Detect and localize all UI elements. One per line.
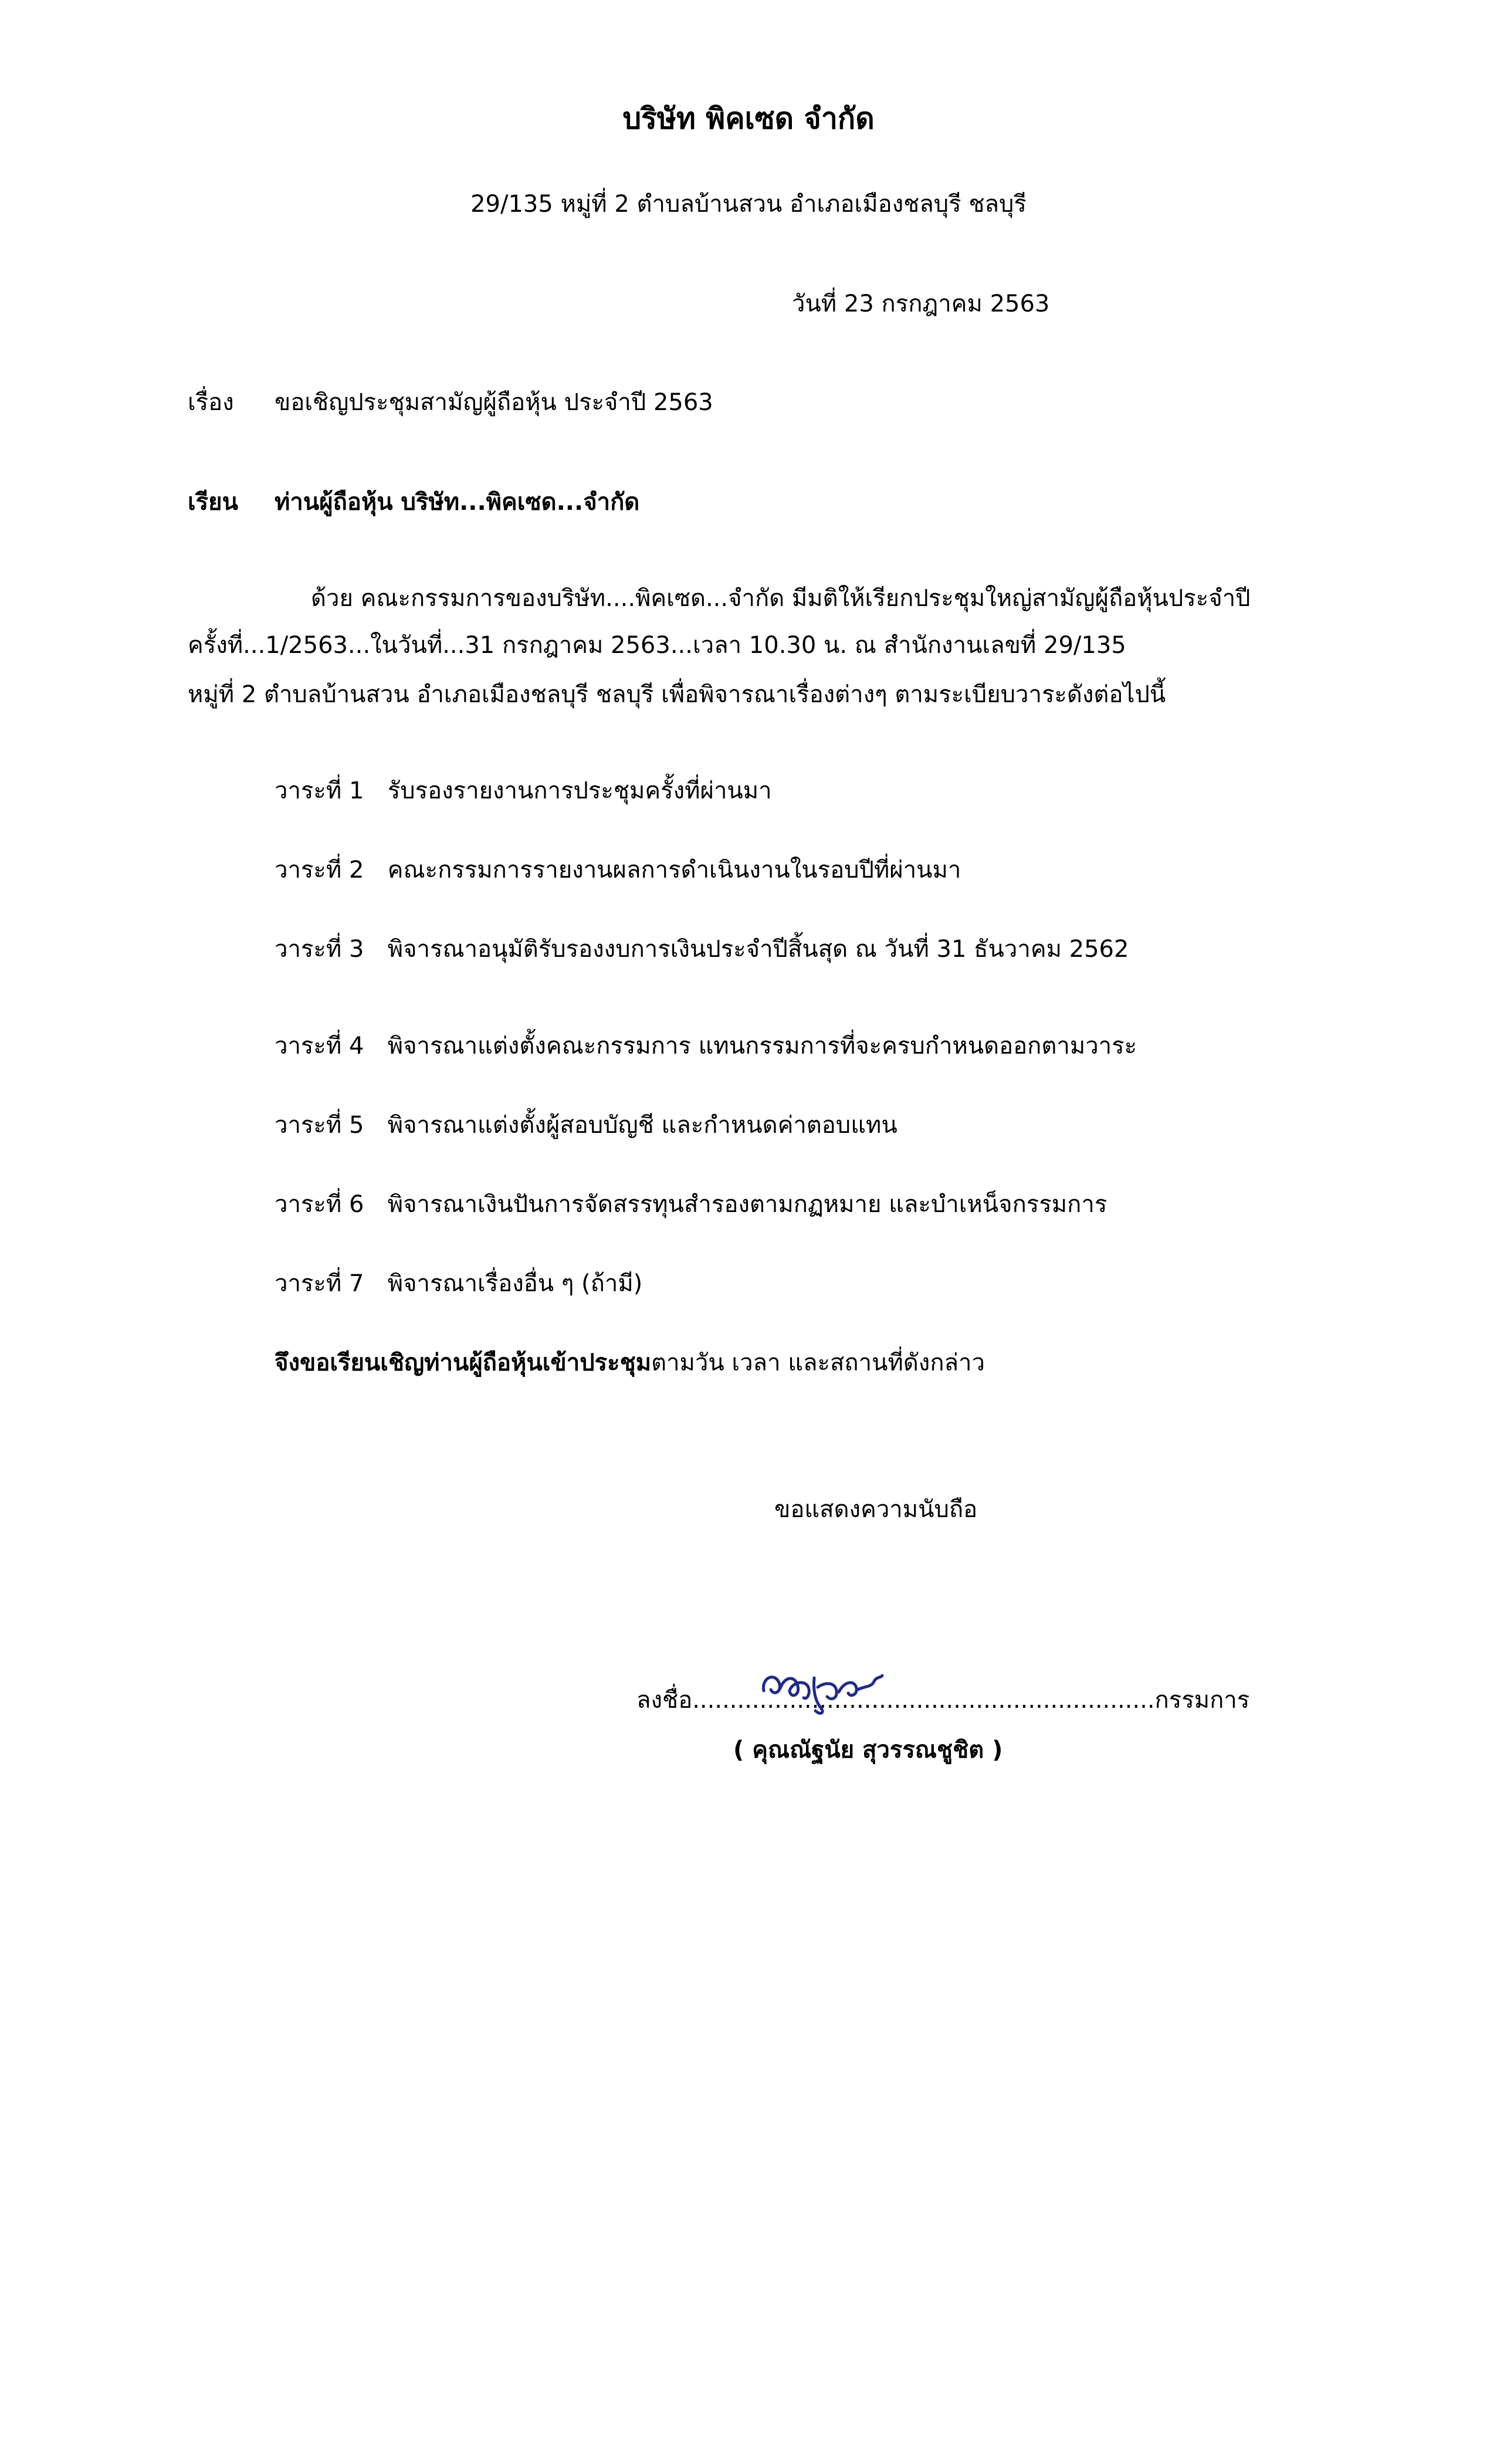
body-paragraph-line-1: ด้วย คณะกรรมการของบริษัท....พิคเซด...จำกัด มีมติให้เรียกประชุมใหญ่สามัญผู้ถือหุ้นประจำปี <box>311 585 1251 612</box>
body-paragraph-line-3: หมู่ที่ 2 ตำบลบ้านสวน อำเภอเมืองชลบุรี ชลบุรี เพื่อพิจารณาเรื่องต่างๆ ตามระเบียบวาระดังต่อไปนี้ <box>188 681 1166 708</box>
invitation-rest: ตามวัน เวลา และสถานที่ดังกล่าว <box>651 1349 985 1376</box>
agenda-label: วาระที่ 5 <box>275 1112 364 1139</box>
closing-phrase: ขอแสดงความนับถือ <box>774 1496 978 1523</box>
agenda-text: พิจารณาแต่งตั้งคณะกรรมการ แทนกรรมการที่จะครบกำหนดออกตามวาระ <box>387 1033 1137 1060</box>
agenda-label: วาระที่ 4 <box>275 1033 364 1060</box>
agenda-text: คณะกรรมการรายงานผลการดำเนินงานในรอบปีที่ผ่านมา <box>387 857 961 884</box>
signature-stroke <box>764 1676 882 1713</box>
agenda-text: รับรองรายงานการประชุมครั้งที่ผ่านมา <box>387 777 772 804</box>
agenda-item <box>275 1188 1107 1221</box>
agenda-label: วาระที่ 2 <box>275 857 364 884</box>
agenda-item <box>275 774 772 807</box>
invitation-bold: จึงขอเรียนเชิญท่านผู้ถือหุ้นเข้าประชุม <box>275 1349 652 1376</box>
company-address: 29/135 หมู่ที่ 2 ตำบลบ้านสวน อำเภอเมืองชลบุรี ชลบุรี <box>470 191 1027 218</box>
letter-date: วันที่ 23 กรกฎาคม 2563 <box>792 290 1050 317</box>
agenda-item <box>275 1109 897 1142</box>
agenda-label: วาระที่ 1 <box>275 777 364 804</box>
agenda-item <box>275 854 961 886</box>
signature-line: ลงชื่อ..............................................................กรรมการ <box>636 1687 1250 1714</box>
recipient-value: ท่านผู้ถือหุ้น บริษัท...พิคเซด...จำกัด <box>275 489 640 516</box>
agenda-label: วาระที่ 7 <box>275 1270 364 1297</box>
agenda-text: พิจารณาเงินปันการจัดสรรทุนสำรองตามกฏหมาย และบำเหน็จกรรมการ <box>387 1191 1107 1218</box>
body-paragraph-line-2: ครั้งที่...1/2563...ในวันที่...31 กรกฎาคม 2563...เวลา 10.30 น. ณ สำนักงานเลขที่ 29/135 <box>188 632 1126 659</box>
signatory-name: ( คุณณัฐนัย สุวรรณชูชิต ) <box>733 1737 1003 1764</box>
handwritten-signature <box>757 1654 886 1719</box>
agenda-text: พิจารณาอนุมัติรับรองงบการเงินประจำปีสิ้นสุด ณ วันที่ 31 ธันวาคม 2562 <box>387 936 1129 963</box>
agenda-item <box>275 1030 1137 1062</box>
agenda-label: วาระที่ 3 <box>275 936 364 963</box>
subject-label: เรื่อง <box>188 389 234 416</box>
recipient-label: เรียน <box>188 489 238 516</box>
agenda-text: พิจารณาแต่งตั้งผู้สอบบัญชี และกำหนดค่าตอบแทน <box>387 1112 897 1139</box>
invitation-sentence <box>275 1346 985 1379</box>
company-name: บริษัท พิคเซด จำกัด <box>622 101 875 136</box>
agenda-text: พิจารณาเรื่องอื่น ๆ (ถ้ามี) <box>387 1270 643 1297</box>
agenda-item <box>275 1267 642 1300</box>
agenda-item <box>275 933 1129 966</box>
subject-value: ขอเชิญประชุมสามัญผู้ถือหุ้น ประจำปี 2563 <box>275 389 713 416</box>
agenda-label: วาระที่ 6 <box>275 1191 364 1218</box>
